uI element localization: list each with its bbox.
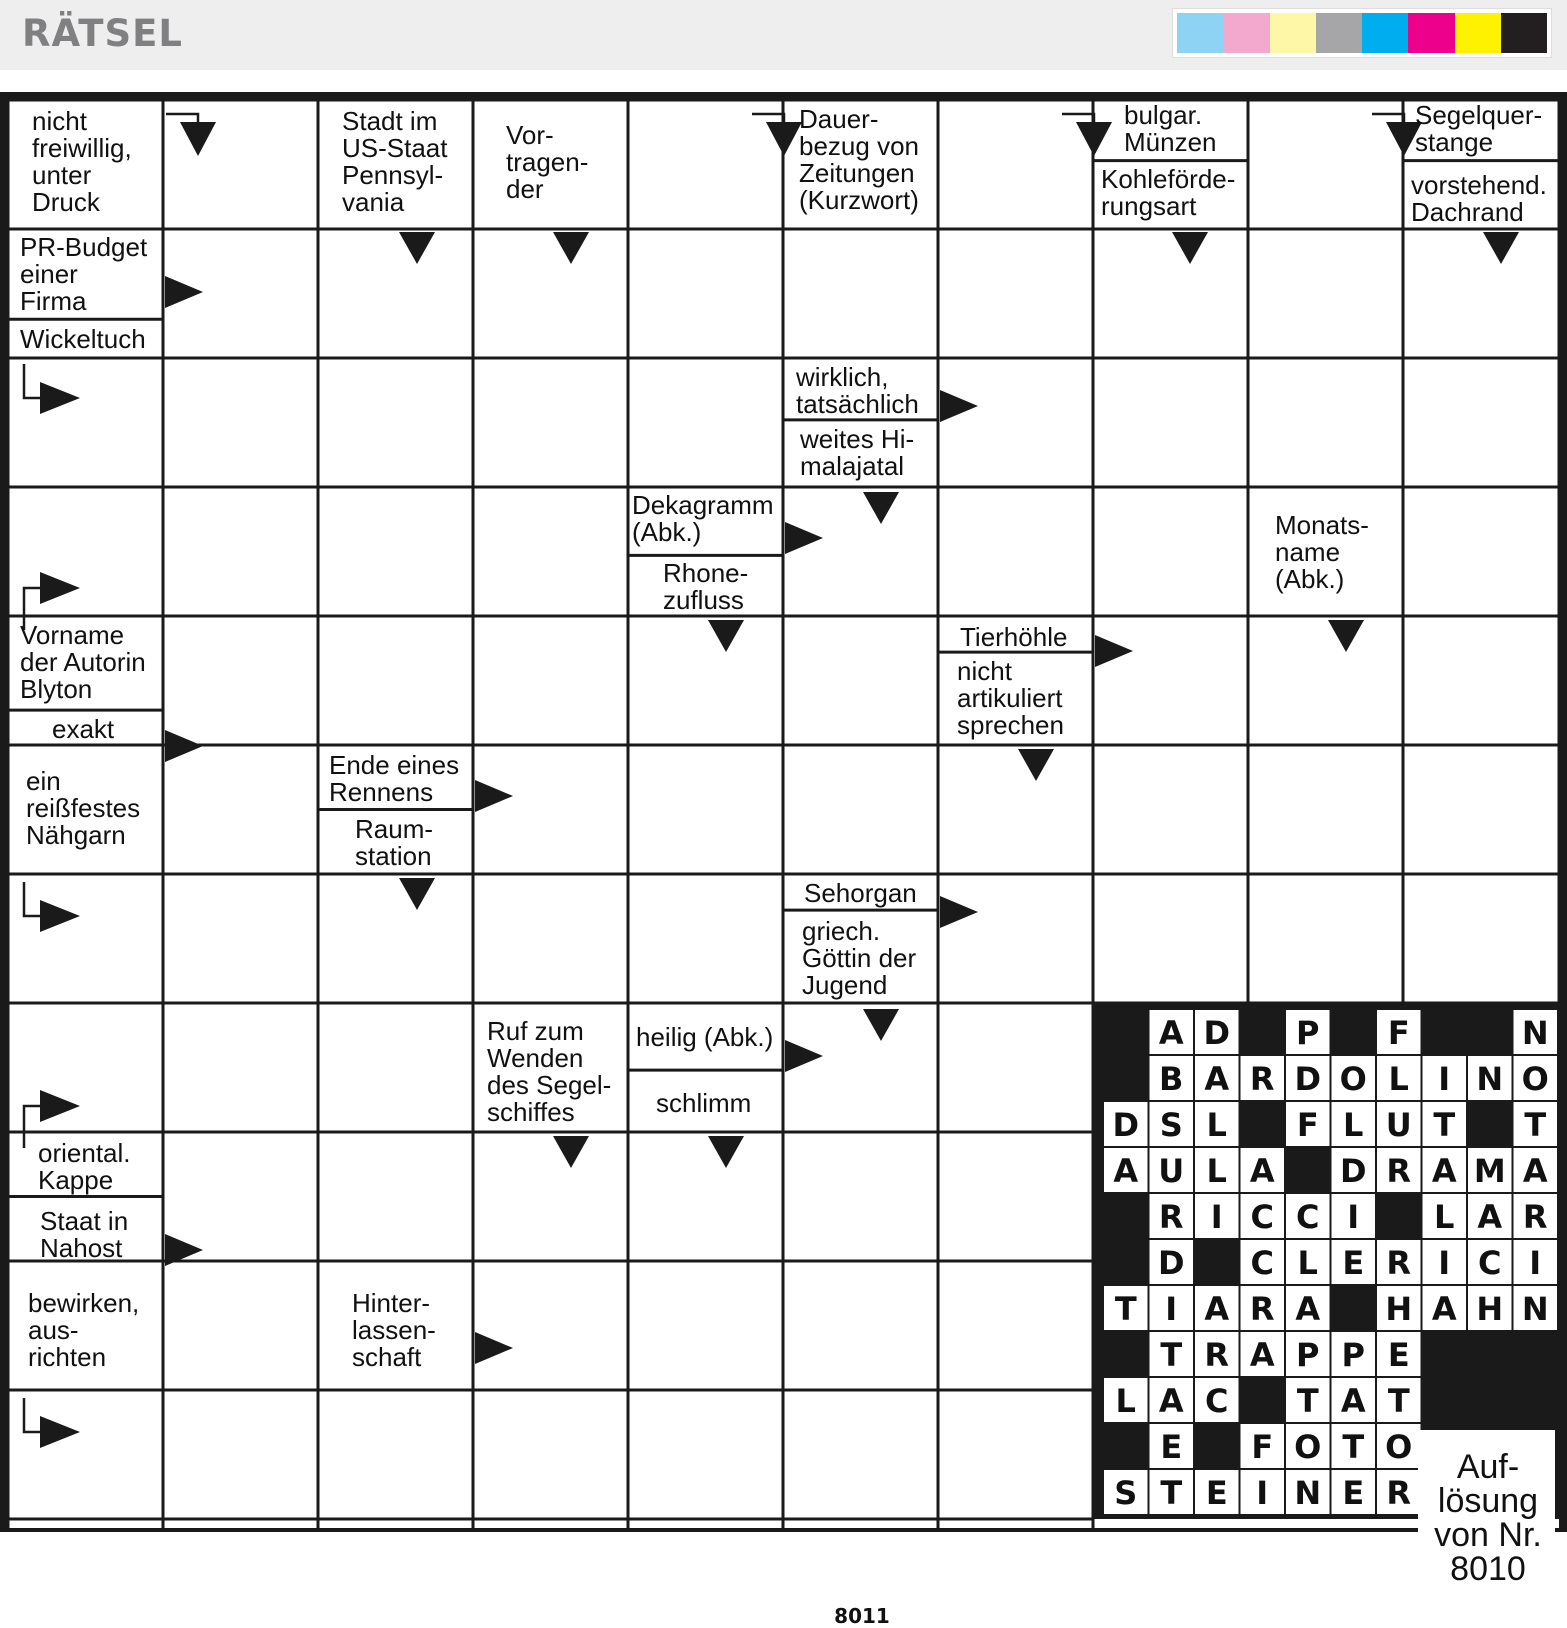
solution-letter: L [1388,1060,1409,1098]
solution-letter: E [1342,1244,1365,1282]
color-swatch [1408,13,1454,53]
solution-letter: A [1522,1152,1548,1190]
clue-text: Tierhöhle [960,622,1068,652]
solution-letter: T [1160,1474,1183,1512]
solution-letter: B [1159,1060,1184,1098]
solution-letter: R [1249,1290,1275,1328]
solution-letter: I [1438,1244,1451,1282]
header-bar [0,0,1567,70]
clue-text: wirklich, tatsächlich [796,362,919,419]
solution-letter: T [1114,1290,1137,1328]
color-swatch [1316,13,1362,53]
solution-letter: R [1386,1474,1412,1512]
clue-text: Stadt im US-Staat Pennsyl- vania [342,106,448,217]
clue-text: Staat in Nahost [40,1206,129,1263]
clue-text: Dekagramm (Abk.) [632,490,774,547]
solution-letter: F [1296,1106,1319,1144]
clue-text: Vor- tragen- der [506,120,589,204]
color-swatch [1177,13,1223,53]
color-swatch [1455,13,1501,53]
solution-letter: P [1296,1336,1320,1374]
clue-text: heilig (Abk.) [636,1022,774,1052]
solution-letter: O [1521,1060,1549,1098]
clue-text: vorstehend. Dachrand [1411,170,1547,227]
solution-letter: R [1522,1198,1548,1236]
color-swatch [1501,13,1547,53]
solution-letter: R [1386,1152,1412,1190]
clue-text: Segelquer- stange [1415,100,1543,157]
solution-letter: F [1387,1014,1410,1052]
solution-letter: R [1386,1244,1412,1282]
solution-letter: T [1296,1382,1319,1420]
solution-letter: T [1433,1106,1456,1144]
clue-text: Monats- name (Abk.) [1275,510,1369,594]
solution-letter: A [1158,1014,1184,1052]
solution-letter: C [1296,1198,1320,1236]
clue-text: exakt [52,714,115,744]
solution-letter: D [1203,1014,1231,1052]
solution-label: Auf- lösung von Nr. 8010 [1434,1448,1542,1588]
solution-letter: I [1438,1060,1451,1098]
clue-text: Wickeltuch [20,324,146,354]
solution-letter: A [1431,1290,1457,1328]
clue-text: schlimm [656,1088,752,1118]
solution-letter: O [1385,1428,1413,1466]
solution-letter: T [1342,1428,1365,1466]
solution-letter: I [1256,1474,1269,1512]
solution-letter: A [1204,1290,1230,1328]
solution-letter: R [1249,1060,1275,1098]
clue-text: Raum- station [355,814,434,871]
solution-letter: M [1473,1152,1506,1190]
solution-letter: P [1341,1336,1365,1374]
solution-letter: A [1113,1152,1139,1190]
clue-text: PR-Budget einer Firma [20,232,148,316]
solution-letter: R [1158,1198,1184,1236]
solution-letter: N [1476,1060,1504,1098]
solution-grid [0,92,1567,1532]
solution-letter: T [1524,1106,1547,1144]
clue-text: nicht artikuliert sprechen [957,656,1064,740]
solution-letter: D [1112,1106,1140,1144]
solution-letter: C [1250,1198,1274,1236]
print-color-bar [1172,8,1552,58]
solution-letter: I [1210,1198,1223,1236]
solution-letter: U [1158,1152,1185,1190]
puzzle-number: 8011 [812,1604,912,1628]
page-title: RÄTSEL [22,12,183,55]
clue-text: Sehorgan [804,878,917,908]
solution-letter: C [1478,1244,1502,1282]
solution-letter: D [1157,1244,1185,1282]
solution-letter: H [1385,1290,1413,1328]
solution-letter: I [1529,1244,1542,1282]
solution-letter: A [1477,1198,1503,1236]
solution-letter: E [1160,1428,1183,1466]
solution-letter: A [1249,1336,1275,1374]
solution-letter: N [1521,1014,1549,1052]
solution-letter: I [1347,1198,1360,1236]
clue-text: ein reißfestes Nähgarn [26,766,141,850]
clue-text: griech. Göttin der Jugend [802,916,917,1000]
clue-text: Ende eines Rennens [329,750,460,807]
clue-text: Ruf zum Wenden des Segel- schiffes [487,1016,612,1127]
solution-letter: L [1434,1198,1455,1236]
solution-letter: T [1387,1382,1410,1420]
clue-text: bewirken, aus- richten [28,1288,140,1372]
solution-letter: E [1342,1474,1365,1512]
solution-letter: A [1204,1060,1230,1098]
solution-letter: S [1114,1474,1138,1512]
solution-letter: D [1294,1060,1322,1098]
solution-letter: L [1297,1244,1318,1282]
solution-letter: C [1250,1244,1274,1282]
solution-letter: A [1158,1382,1184,1420]
solution-letter: L [1206,1106,1227,1144]
solution-letter: O [1339,1060,1367,1098]
solution-letter: A [1295,1290,1321,1328]
solution-letter: A [1431,1152,1457,1190]
solution-letter: A [1340,1382,1366,1420]
color-swatch [1362,13,1408,53]
clue-text: bulgar. Münzen [1124,100,1217,157]
solution-letter: D [1339,1152,1367,1190]
clue-text: Rhone- zufluss [663,558,749,615]
solution-letter: U [1385,1106,1412,1144]
solution-letter: C [1205,1382,1229,1420]
clue-text: Vorname der Autorin Blyton [20,620,146,704]
solution-letter: O [1294,1428,1322,1466]
clue-text: Dauer- bezug von Zeitungen (Kurzwort) [799,104,919,215]
clue-text: nicht freiwillig, unter Druck [32,106,132,217]
crossword-grid [0,92,1567,1628]
solution-letter: T [1160,1336,1183,1374]
solution-letter: E [1387,1336,1410,1374]
solution-letter: N [1521,1290,1549,1328]
solution-letter: L [1206,1152,1227,1190]
solution-letter: H [1476,1290,1504,1328]
solution-letter: L [1343,1106,1364,1144]
solution-letter: P [1296,1014,1320,1052]
solution-letter: F [1251,1428,1274,1466]
solution-letter: N [1294,1474,1322,1512]
solution-letter: L [1115,1382,1136,1420]
clue-text: Kohleförde- rungsart [1101,164,1236,221]
solution-letter: R [1204,1336,1230,1374]
clue-text: weites Hi- malajatal [800,424,915,481]
color-swatch [1270,13,1316,53]
clue-text: Hinter- lassen- schaft [352,1288,436,1372]
solution-letter: S [1159,1106,1183,1144]
clue-text: oriental. Kappe [38,1138,131,1195]
solution-letter: E [1205,1474,1228,1512]
color-swatch [1223,13,1269,53]
solution-letter: A [1249,1152,1275,1190]
solution-letter: I [1165,1290,1178,1328]
